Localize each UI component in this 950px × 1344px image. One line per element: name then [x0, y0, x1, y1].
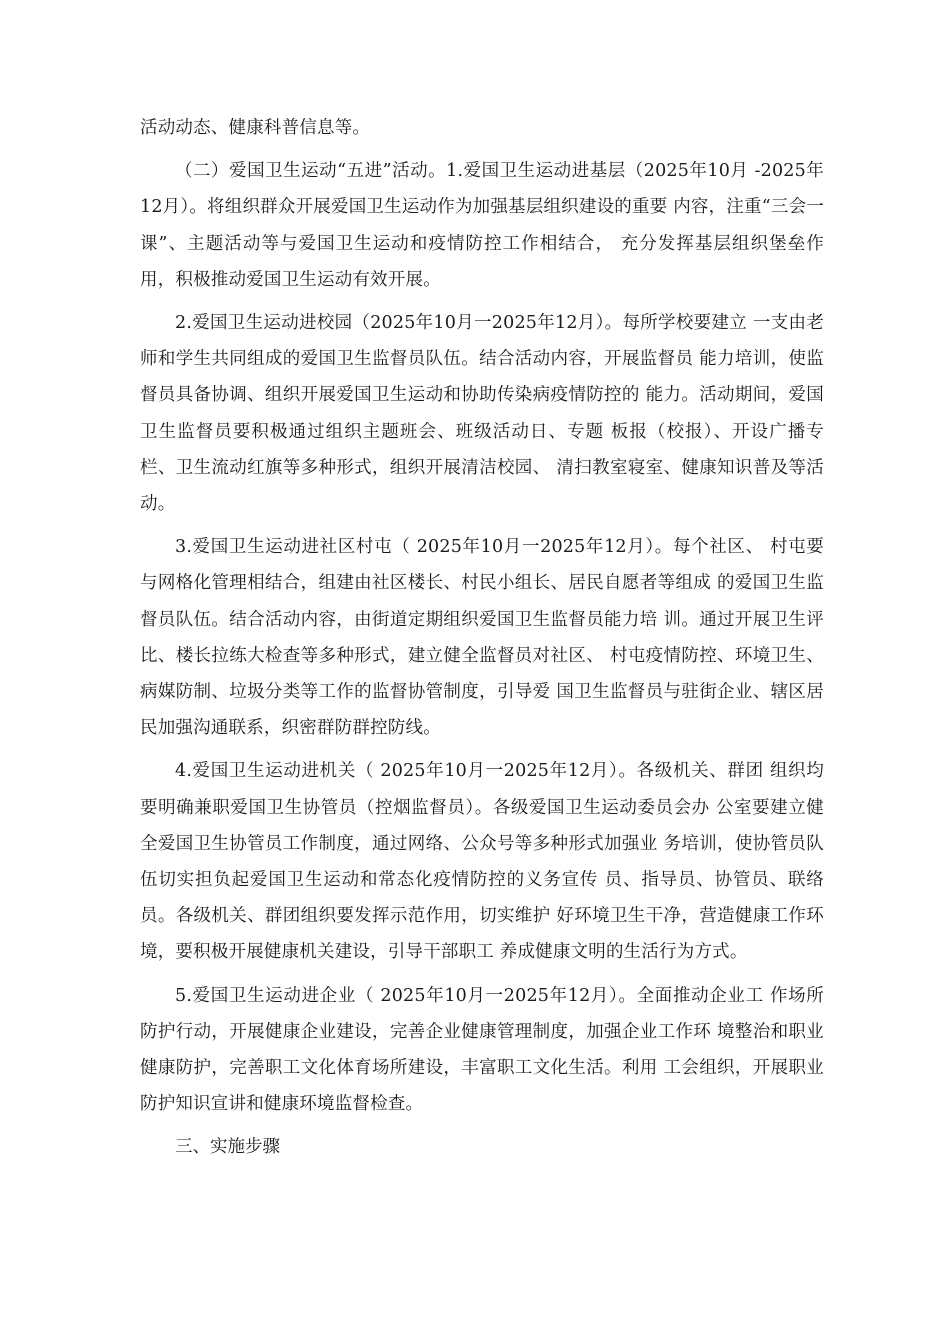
section-heading: 三、实施步骤: [175, 1137, 280, 1158]
paragraph-government: 4.爱国卫生运动进机关（ 2025年10月一2025年12月）。各级机关、群团 组织均要明确兼职爱国卫生协管员（控烟监督员）。各级爱国卫生运动委员会办 公室要建立健全爱国卫生协管员工作制度，通过网络、公众号等多种形式加强业 务培训，使协管员队伍切实担负起爱国卫生运动和常态化疫情防控的义务宣传 员、指导员、协管员、联络员。各级机关、群团组织要发挥示范作用，切实维护 好环境卫生干净，营造健康工作环境，要积极开展健康机关建设，引导干部职工 养成健康文明的生活行为方式。: [140, 761, 824, 963]
paragraph-continuation: 活动动态、健康科普信息等。: [140, 118, 371, 138]
document-page: [140, 110, 824, 1166]
paragraph-community: 3.爱国卫生运动进社区村屯（ 2025年10月一2025年12月）。每个社区、 村屯要与网格化管理相结合，组建由社区楼长、村民小组长、居民自愿者等组成 的爱国卫生监督员队伍。结合活动内容，由街道定期组织爱国卫生监督员能力培 训。通过开展卫生评比、楼长拉练大检查等多种形式，建立健全监督员对社区、 村屯疫情防控、环境卫生、病媒防制、垃圾分类等工作的监督协管制度，引导爱 国卫生监督员与驻街企业、辖区居民加强沟通联系，织密群防群控防线。: [140, 537, 824, 739]
paragraph-five-entries-grassroots: （二）爱国卫生运动“五进”活动。1.爱国卫生运动进基层（2025年10月 -2025年12月）。将组织群众开展爱国卫生运动作为加强基层组织建设的重要 内容，注重“三会一课”、主题活动等与爱国卫生运动和疫情防控工作相结合， 充分发挥基层组织堡垒作用，积极推动爱国卫生运动有效开展。: [140, 161, 824, 290]
paragraph-enterprise: 5.爱国卫生运动进企业（ 2025年10月一2025年12月）。全面推动企业工 作场所防护行动，开展健康企业建设，完善企业健康管理制度，加强企业工作环 境整治和职业健康防护，完善职工文化体育场所建设，丰富职工文化生活。利用 工会组织，开展职业防护知识宣讲和健康环境监督检查。: [140, 985, 824, 1115]
paragraph-campus: 2.爱国卫生运动进校园（2025年10月一2025年12月）。每所学校要建立 一支由老师和学生共同组成的爱国卫生监督员队伍。结合活动内容，开展监督员 能力培训，使监督员具备协调、组织开展爱国卫生运动和协助传染病疫情防控的 能力。活动期间，爱国卫生监督员要积极通过组织主题班会、班级活动日、专题 板报（校报）、开设广播专栏、卫生流动红旗等多种形式，组织开展清洁校园、 清扫教室寝室、健康知识普及等活动。: [140, 313, 824, 515]
